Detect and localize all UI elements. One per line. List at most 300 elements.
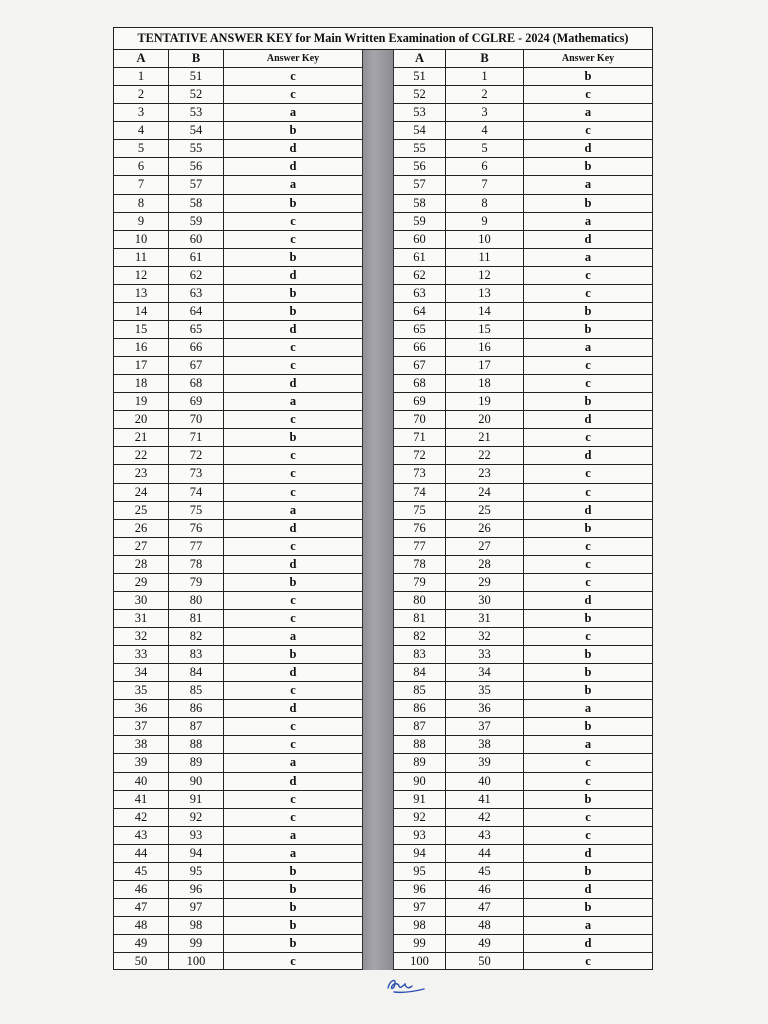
table-row [394,574,652,592]
table-row [114,411,362,429]
cell-a: 65 [394,321,446,338]
table-row [394,538,652,556]
table-row [114,357,362,375]
cell-b: 85 [169,682,224,699]
cell-a: 80 [394,592,446,609]
cell-b: 11 [446,249,524,266]
cell-answer: b [289,285,297,300]
cell-answer: c [290,412,296,427]
cell-b: 29 [446,574,524,591]
cell-b: 14 [446,303,524,320]
header-row [114,50,362,68]
cell-a: 72 [394,447,446,464]
cell-answer: b [289,918,297,933]
cell-a: 28 [114,556,169,573]
cell-a: 15 [114,321,169,338]
cell-a: 23 [114,465,169,482]
table-row [394,520,652,538]
cell-answer: c [290,69,296,84]
table-row [394,339,652,357]
cell-b: 46 [446,881,524,898]
cell-answer: b [584,647,592,662]
cell-a: 44 [114,845,169,862]
cell-b: 13 [446,285,524,302]
cell-answer: b [584,665,592,680]
cell-a: 56 [394,158,446,175]
cell-a: 3 [114,104,169,121]
table-row [394,556,652,574]
table-row [394,736,652,754]
cell-a: 74 [394,484,446,501]
cell-a: 62 [394,267,446,284]
table-row [114,863,362,881]
cell-b: 25 [446,502,524,519]
cell-answer: d [584,448,592,463]
table-row [394,881,652,899]
table-row [394,899,652,917]
cell-answer: c [290,592,296,607]
cell-b: 2 [446,86,524,103]
cell-answer: c [290,683,296,698]
cell-b: 98 [169,917,224,934]
cell-a: 48 [114,917,169,934]
cell-answer: c [290,538,296,553]
cell-answer: c [585,430,591,445]
table-row [114,700,362,718]
table-title: TENTATIVE ANSWER KEY for Main Written Examination of CGLRE - 2024 (Mathematics) [114,28,652,50]
cell-b: 49 [446,935,524,952]
cell-b: 45 [446,863,524,880]
cell-a: 19 [114,393,169,410]
cell-a: 59 [394,213,446,230]
table-row [394,718,652,736]
cell-a: 7 [114,176,169,193]
cell-b: 15 [446,321,524,338]
table-row [114,429,362,447]
table-row [114,773,362,791]
cell-answer: a [584,737,592,752]
table-row [114,574,362,592]
table-row [394,357,652,375]
cell-b: 6 [446,158,524,175]
cell-a: 6 [114,158,169,175]
table-row [114,791,362,809]
cell-a: 77 [394,538,446,555]
table-row [394,429,652,447]
cell-a: 32 [114,628,169,645]
cell-b: 60 [169,231,224,248]
table-row [114,610,362,628]
cell-b: 99 [169,935,224,952]
cell-b: 56 [169,158,224,175]
table-row [394,321,652,339]
cell-b: 89 [169,754,224,771]
table-row [394,935,652,953]
cell-a: 37 [114,718,169,735]
cell-b: 100 [169,953,224,970]
table-row [394,122,652,140]
cell-a: 41 [114,791,169,808]
cell-answer: d [584,502,592,517]
cell-a: 14 [114,303,169,320]
cell-b: 54 [169,122,224,139]
cell-a: 95 [394,863,446,880]
table-row [394,682,652,700]
cell-a: 5 [114,140,169,157]
cell-answer: a [289,755,297,770]
cell-a: 11 [114,249,169,266]
cell-b: 86 [169,700,224,717]
table-row [114,484,362,502]
cell-b: 92 [169,809,224,826]
cell-answer: d [584,881,592,896]
cell-a: 68 [394,375,446,392]
cell-a: 12 [114,267,169,284]
cell-b: 17 [446,357,524,374]
table-row [394,592,652,610]
header-a: A [114,50,169,67]
cell-a: 53 [394,104,446,121]
cell-answer: d [289,376,297,391]
cell-b: 32 [446,628,524,645]
cell-answer: a [289,105,297,120]
cell-b: 91 [169,791,224,808]
cell-a: 98 [394,917,446,934]
cell-a: 4 [114,122,169,139]
cell-answer: b [289,195,297,210]
cell-a: 88 [394,736,446,753]
cell-a: 30 [114,592,169,609]
cell-b: 97 [169,899,224,916]
cell-a: 94 [394,845,446,862]
cell-b: 43 [446,827,524,844]
cell-a: 54 [394,122,446,139]
cell-answer: c [585,358,591,373]
cell-a: 9 [114,213,169,230]
cell-b: 70 [169,411,224,428]
cell-a: 67 [394,357,446,374]
cell-a: 96 [394,881,446,898]
header-row [394,50,652,68]
cell-b: 94 [169,845,224,862]
table-row [394,845,652,863]
table-row [394,664,652,682]
cell-answer: d [584,592,592,607]
table-row [114,375,362,393]
table-row [114,285,362,303]
cell-b: 76 [169,520,224,537]
table-row [114,249,362,267]
cell-a: 63 [394,285,446,302]
table-row [394,502,652,520]
table-row [114,158,362,176]
table-row [394,393,652,411]
header-b: B [446,50,524,67]
cell-b: 81 [169,610,224,627]
cell-a: 42 [114,809,169,826]
cell-b: 74 [169,484,224,501]
cell-answer: b [289,647,297,662]
table-row [114,231,362,249]
cell-answer: c [585,954,591,969]
table-row [394,628,652,646]
cell-answer: a [289,177,297,192]
cell-a: 34 [114,664,169,681]
cell-answer: c [585,466,591,481]
header-answer-key: Answer Key [561,53,615,65]
cell-b: 63 [169,285,224,302]
cell-b: 61 [169,249,224,266]
cell-b: 96 [169,881,224,898]
table-row [114,953,362,970]
cell-a: 21 [114,429,169,446]
cell-answer: b [584,321,592,336]
cell-b: 26 [446,520,524,537]
cell-answer: b [289,430,297,445]
cell-answer: c [585,809,591,824]
cell-a: 43 [114,827,169,844]
table-row [114,465,362,483]
cell-b: 68 [169,375,224,392]
cell-answer: d [584,141,592,156]
cell-b: 95 [169,863,224,880]
cell-a: 75 [394,502,446,519]
cell-b: 52 [169,86,224,103]
cell-answer: d [584,936,592,951]
cell-a: 38 [114,736,169,753]
cell-b: 37 [446,718,524,735]
cell-a: 16 [114,339,169,356]
cell-a: 52 [394,86,446,103]
cell-a: 66 [394,339,446,356]
cell-answer: c [290,87,296,102]
cell-b: 19 [446,393,524,410]
cell-b: 33 [446,646,524,663]
cell-a: 69 [394,393,446,410]
cell-answer: b [584,863,592,878]
table-row [394,646,652,664]
table-row [114,556,362,574]
table-row [394,773,652,791]
cell-b: 88 [169,736,224,753]
table-row [394,104,652,122]
cell-answer: b [289,574,297,589]
cell-b: 90 [169,773,224,790]
cell-answer: c [585,123,591,138]
cell-b: 9 [446,213,524,230]
cell-answer: c [290,809,296,824]
cell-b: 30 [446,592,524,609]
cell-answer: b [289,249,297,264]
cell-answer: b [584,610,592,625]
cell-answer: d [289,141,297,156]
cell-b: 93 [169,827,224,844]
table-row [394,86,652,104]
table-row [114,754,362,772]
table-row [114,447,362,465]
cell-answer: d [584,845,592,860]
cell-answer: c [290,448,296,463]
cell-answer: a [584,105,592,120]
cell-a: 18 [114,375,169,392]
table-row [114,682,362,700]
cell-a: 58 [394,195,446,212]
header-a: A [394,50,446,67]
cell-answer: c [585,538,591,553]
cell-answer: b [584,520,592,535]
cell-a: 93 [394,827,446,844]
cell-answer: a [289,629,297,644]
cell-b: 4 [446,122,524,139]
cell-b: 3 [446,104,524,121]
table-row [394,700,652,718]
cell-answer: c [290,231,296,246]
table-row [394,68,652,86]
table-row [394,791,652,809]
cell-a: 73 [394,465,446,482]
table-row [394,303,652,321]
table-row [114,86,362,104]
cell-a: 90 [394,773,446,790]
cell-answer: c [290,954,296,969]
table-row [394,249,652,267]
cell-answer: d [289,520,297,535]
cell-answer: d [584,412,592,427]
cell-answer: a [289,394,297,409]
cell-b: 22 [446,447,524,464]
cell-a: 36 [114,700,169,717]
table-row [394,447,652,465]
cell-answer: b [584,303,592,318]
table-row [114,845,362,863]
cell-answer: d [289,701,297,716]
table-row [394,465,652,483]
cell-answer: c [585,755,591,770]
table-row [394,195,652,213]
cell-b: 20 [446,411,524,428]
cell-answer: b [289,899,297,914]
cell-answer: b [289,123,297,138]
cell-a: 60 [394,231,446,248]
cell-answer: b [584,683,592,698]
cell-a: 85 [394,682,446,699]
table-row [114,664,362,682]
cell-a: 71 [394,429,446,446]
cell-answer: b [584,791,592,806]
cell-answer: d [289,665,297,680]
cell-answer: c [585,556,591,571]
cell-a: 13 [114,285,169,302]
cell-a: 100 [394,953,446,970]
table-row [114,592,362,610]
cell-b: 73 [169,465,224,482]
cell-b: 67 [169,357,224,374]
cell-b: 44 [446,845,524,862]
cell-answer: a [584,340,592,355]
cell-a: 92 [394,809,446,826]
cell-b: 24 [446,484,524,501]
cell-answer: a [289,845,297,860]
table-row [394,484,652,502]
table-row [114,176,362,194]
table-row [114,520,362,538]
cell-a: 1 [114,68,169,85]
cell-answer: c [290,610,296,625]
cell-a: 55 [394,140,446,157]
header-b: B [169,50,224,67]
cell-b: 50 [446,953,524,970]
table-row [394,610,652,628]
cell-a: 76 [394,520,446,537]
cell-answer: b [584,195,592,210]
cell-b: 64 [169,303,224,320]
cell-a: 31 [114,610,169,627]
right-half [394,50,652,970]
table-row [114,917,362,935]
cell-answer: a [584,213,592,228]
left-half [114,50,362,970]
cell-a: 40 [114,773,169,790]
cell-b: 5 [446,140,524,157]
cell-answer: c [585,773,591,788]
header-answer-key: Answer Key [266,53,320,65]
cell-a: 29 [114,574,169,591]
cell-b: 7 [446,176,524,193]
cell-answer: b [289,936,297,951]
table-row [394,158,652,176]
cell-a: 25 [114,502,169,519]
table-row [394,917,652,935]
cell-a: 78 [394,556,446,573]
cell-a: 10 [114,231,169,248]
cell-a: 64 [394,303,446,320]
cell-b: 58 [169,195,224,212]
cell-answer: a [584,918,592,933]
table-row [114,502,362,520]
cell-answer: c [585,629,591,644]
cell-a: 89 [394,754,446,771]
table-row [114,195,362,213]
signature-mark [384,974,428,996]
table-row [114,881,362,899]
cell-b: 39 [446,754,524,771]
table-row [114,104,362,122]
table-row [394,863,652,881]
cell-answer: a [289,827,297,842]
cell-b: 18 [446,375,524,392]
cell-answer: b [584,719,592,734]
cell-answer: c [290,340,296,355]
table-row [394,411,652,429]
table-row [114,935,362,953]
table-row [394,231,652,249]
cell-answer: c [290,737,296,752]
cell-a: 99 [394,935,446,952]
cell-b: 16 [446,339,524,356]
cell-answer: c [585,87,591,102]
table-row [114,339,362,357]
cell-answer: c [290,791,296,806]
cell-a: 86 [394,700,446,717]
cell-answer: b [584,899,592,914]
cell-b: 12 [446,267,524,284]
cell-a: 91 [394,791,446,808]
cell-a: 27 [114,538,169,555]
table-row [394,213,652,231]
cell-answer: d [584,231,592,246]
table-row [114,213,362,231]
cell-b: 79 [169,574,224,591]
